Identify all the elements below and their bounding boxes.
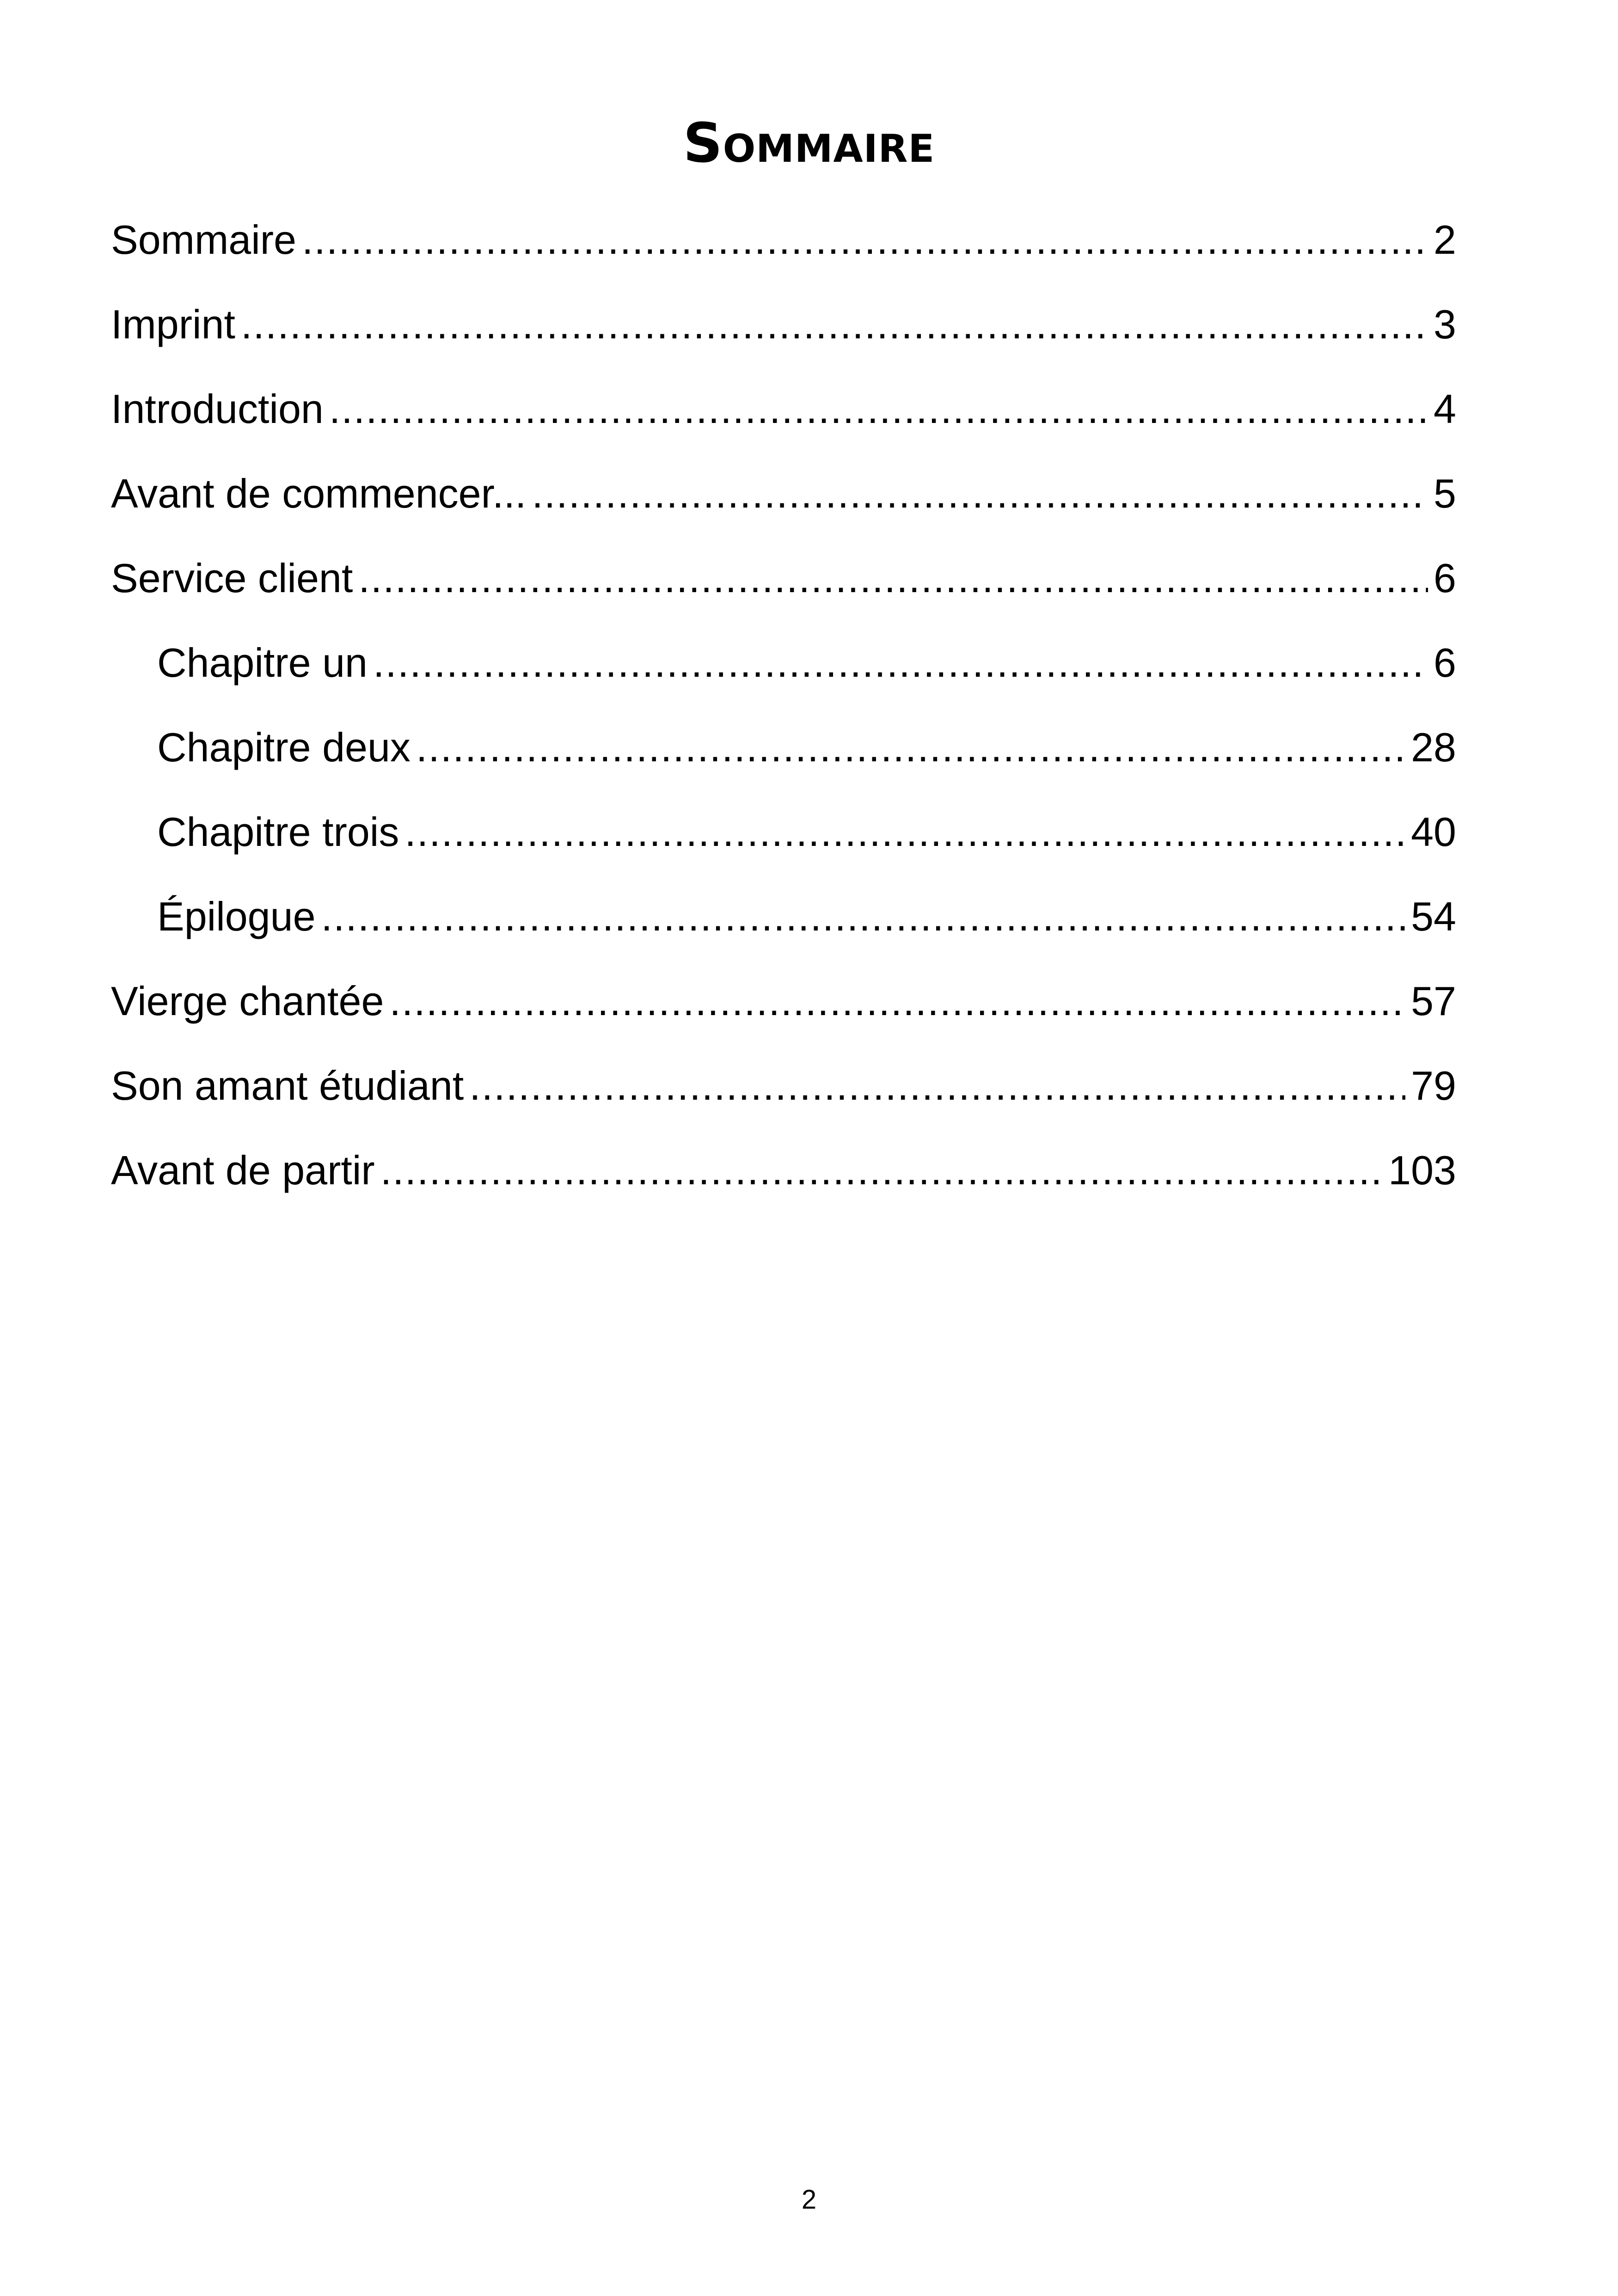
dot-leader xyxy=(358,558,1428,599)
toc-entry-label: Chapitre un xyxy=(157,640,368,686)
toc-entry-page: 28 xyxy=(1411,724,1456,770)
toc-entry-page: 57 xyxy=(1411,978,1456,1024)
page-number: 2 xyxy=(801,2185,817,2215)
toc-entry-epilogue[interactable] xyxy=(111,896,1456,981)
dot-leader xyxy=(416,727,1405,768)
toc-entry-avant-de-partir[interactable] xyxy=(111,1147,1456,1235)
toc-entry-page: 6 xyxy=(1434,640,1456,686)
toc-entry-imprint[interactable] xyxy=(111,301,1456,389)
toc-entry-introduction[interactable] xyxy=(111,386,1456,473)
toc-entry-label: Chapitre deux xyxy=(157,724,411,770)
toc-entry-chapitre-deux[interactable] xyxy=(111,724,1456,812)
toc-entry-label: Avant de commencer... xyxy=(111,471,527,516)
toc-entry-label: Imprint xyxy=(111,301,235,347)
toc-entry-page: 103 xyxy=(1388,1147,1456,1193)
toc-entry-sommaire[interactable] xyxy=(111,217,1456,304)
toc-entry-page: 40 xyxy=(1411,809,1456,855)
toc-entry-label: Sommaire xyxy=(111,217,296,263)
dot-leader xyxy=(532,473,1428,514)
toc-entry-page: 4 xyxy=(1434,386,1456,432)
dot-leader xyxy=(321,896,1406,937)
dot-leader xyxy=(302,220,1428,260)
toc-entry-label: Épilogue xyxy=(157,894,316,939)
toc-entry-page: 6 xyxy=(1434,555,1456,601)
toc-entry-son-amant-etudiant[interactable] xyxy=(111,1065,1456,1150)
toc-entry-label: Vierge chantée xyxy=(111,978,384,1024)
toc-entry-vierge-chantee[interactable] xyxy=(111,978,1456,1065)
toc-entry-page: 5 xyxy=(1434,471,1456,516)
toc-entry-page: 54 xyxy=(1411,894,1456,939)
dot-leader xyxy=(241,304,1428,345)
toc-entry-chapitre-trois[interactable] xyxy=(111,809,1456,896)
dot-leader xyxy=(404,812,1405,852)
dot-leader xyxy=(469,1065,1405,1106)
toc-entry-label: Son amant étudiant xyxy=(111,1063,464,1108)
toc-entry-label: Introduction xyxy=(111,386,324,432)
toc-entry-chapitre-un[interactable] xyxy=(111,640,1456,727)
dot-leader xyxy=(329,389,1428,429)
toc-entry-label: Avant de partir xyxy=(111,1147,375,1193)
table-of-contents xyxy=(111,217,1456,1235)
dot-leader xyxy=(389,981,1405,1022)
dot-leader xyxy=(373,643,1428,683)
toc-entry-page: 3 xyxy=(1434,301,1456,347)
page-title: Sommaire xyxy=(683,111,935,175)
toc-entry-label: Chapitre trois xyxy=(157,809,399,855)
toc-entry-service-client[interactable] xyxy=(111,555,1456,643)
toc-entry-page: 79 xyxy=(1411,1063,1456,1108)
toc-entry-label: Service client xyxy=(111,555,353,601)
dot-leader xyxy=(380,1150,1383,1191)
toc-entry-page: 2 xyxy=(1434,217,1456,263)
toc-entry-avant-de-commencer[interactable] xyxy=(111,473,1456,558)
